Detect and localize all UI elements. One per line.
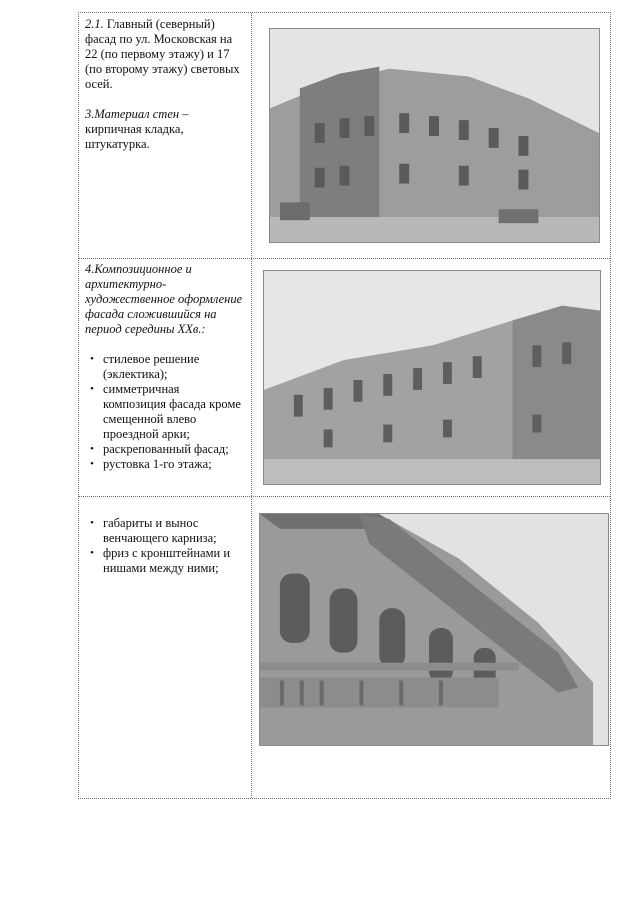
row-1-material-dash: – bbox=[179, 107, 189, 121]
list-item bbox=[85, 516, 245, 546]
bullet-icon: • bbox=[90, 353, 94, 365]
row-2-title bbox=[85, 262, 245, 337]
row-1-material-num: 3. bbox=[85, 107, 95, 121]
row-1-material-label: Материал стен bbox=[94, 107, 180, 121]
bullet-icon: • bbox=[90, 517, 94, 529]
building-cornice-photo bbox=[259, 513, 609, 746]
building-facade-photo bbox=[269, 28, 600, 243]
row-divider bbox=[79, 496, 610, 497]
column-divider bbox=[251, 13, 252, 798]
bullet-icon: • bbox=[90, 458, 94, 470]
photo-graphic bbox=[264, 271, 600, 484]
list-item bbox=[85, 442, 245, 457]
bullet-icon: • bbox=[90, 443, 94, 455]
row-3-text bbox=[85, 516, 245, 576]
photo-graphic bbox=[270, 29, 599, 242]
row-1-title bbox=[85, 17, 245, 92]
bullet-text: стилевое решение (эклектика); bbox=[103, 352, 200, 381]
bullet-text: раскрепованный фасад; bbox=[103, 442, 229, 456]
list-item bbox=[85, 352, 245, 382]
row-1-material bbox=[85, 107, 245, 152]
row-divider bbox=[79, 258, 610, 259]
bullet-text: габариты и вынос венчающего карниза; bbox=[103, 516, 217, 545]
bullet-text: фриз с кронштейнами и нишами между ними; bbox=[103, 546, 231, 575]
row-2-title-text: Композиционное и архитектурно-художественное оформление фасада сложившийся на период середины XXв.: bbox=[85, 262, 243, 336]
row-1-title-text: Главный (северный) фасад по ул. Московская на 22 (по первому этажу) и 17 (по второму этажу) световых осей. bbox=[85, 17, 240, 91]
row-2-title-num: 4. bbox=[85, 262, 95, 276]
row-1-text bbox=[85, 17, 245, 152]
row-1-material-text: кирпичная кладка, штукатурка. bbox=[85, 122, 184, 151]
bullet-text: симметричная композиция фасада кроме смещенной влево проездной арки; bbox=[103, 382, 241, 441]
bullet-icon: • bbox=[90, 383, 94, 395]
row-1-title-num: 2.1. bbox=[85, 17, 104, 31]
photo-graphic bbox=[260, 514, 608, 745]
bullet-text: рустовка 1-го этажа; bbox=[103, 457, 212, 471]
row-2-bullet-list bbox=[85, 352, 245, 472]
building-facade-photo bbox=[263, 270, 601, 485]
list-item bbox=[85, 382, 245, 442]
list-item bbox=[85, 457, 245, 472]
list-item bbox=[85, 546, 245, 576]
bullet-icon: • bbox=[90, 547, 94, 559]
row-3-bullet-list bbox=[85, 516, 245, 576]
document-table bbox=[78, 12, 611, 799]
row-2-text bbox=[85, 262, 245, 472]
